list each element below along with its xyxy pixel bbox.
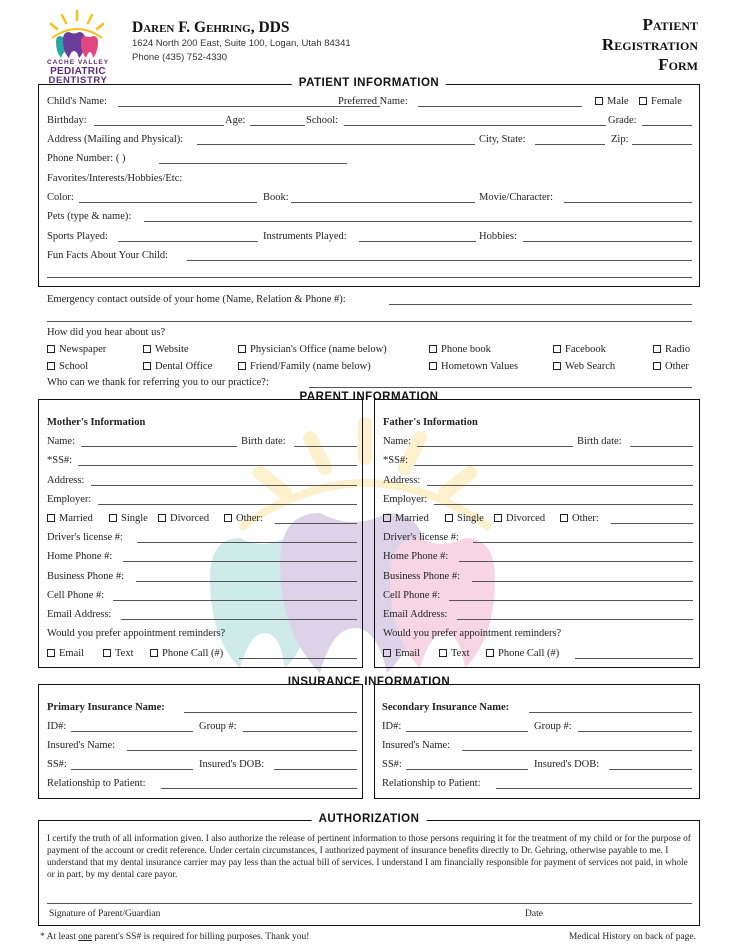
mother-employer-row xyxy=(47,493,357,507)
primary-insured-name-label: Insured's Name: xyxy=(47,740,116,751)
secondary-insurance-label: Secondary Insurance Name: xyxy=(382,702,510,713)
primary-dob-field[interactable] xyxy=(274,758,357,770)
father-business-phone-field[interactable] xyxy=(472,570,693,582)
married-label: Married xyxy=(395,513,429,524)
female-option[interactable] xyxy=(639,95,682,109)
checkbox[interactable] xyxy=(553,345,561,353)
secondary-insured-name-field[interactable] xyxy=(462,739,692,751)
secondary-id-field[interactable] xyxy=(406,720,528,732)
mother-email-option[interactable] xyxy=(47,647,84,661)
option-label: Phone book xyxy=(441,344,491,355)
phone-row xyxy=(47,152,692,166)
father-other-field[interactable] xyxy=(611,512,693,524)
movie-field[interactable] xyxy=(564,191,692,203)
city-state-field[interactable] xyxy=(535,133,605,145)
mother-home-phone-field[interactable] xyxy=(123,550,357,562)
father-home-phone-field[interactable] xyxy=(459,550,693,562)
school-label: School: xyxy=(306,115,339,126)
checkbox[interactable] xyxy=(653,362,661,370)
secondary-dob-field[interactable] xyxy=(609,758,692,770)
father-ss-row xyxy=(383,454,693,468)
female-label: Female xyxy=(651,96,682,107)
secondary-dob-label: Insured's DOB: xyxy=(534,759,600,770)
child-name-row xyxy=(47,95,692,109)
mother-name-field[interactable] xyxy=(81,435,237,447)
primary-relationship-row xyxy=(47,777,357,791)
checkbox[interactable] xyxy=(143,345,151,353)
fun-facts-row xyxy=(47,249,692,263)
call-option-label: Phone Call (#) xyxy=(162,648,224,659)
checkbox[interactable] xyxy=(47,514,55,522)
other-label: Other: xyxy=(572,513,599,524)
father-marital-row xyxy=(383,512,693,526)
checkbox[interactable] xyxy=(143,362,151,370)
logo-line-1: CACHE VALLEY xyxy=(46,59,110,66)
instruments-field[interactable] xyxy=(359,230,476,242)
sports-label: Sports Played: xyxy=(47,231,108,242)
parent-info-heading: PARENT INFORMATION xyxy=(293,391,446,403)
mother-call-field[interactable] xyxy=(239,647,357,659)
email-option-label: Email xyxy=(395,648,421,659)
fun-facts-field[interactable] xyxy=(187,249,692,261)
zip-field[interactable] xyxy=(632,133,692,145)
father-license-row xyxy=(383,531,693,545)
doctor-name: Daren F. Gehring, DDS xyxy=(132,19,290,36)
father-name-row xyxy=(383,435,693,449)
practice-address: 1624 North 200 East, Suite 100, Logan, Utah 84341 xyxy=(132,38,351,49)
emergency-row-2 xyxy=(47,310,692,324)
emergency-label: Emergency contact outside of your home (Name, Relation & Phone #): xyxy=(47,294,346,305)
primary-insured-name-row xyxy=(47,739,357,753)
mother-call-option[interactable] xyxy=(150,647,223,661)
father-single-option[interactable] xyxy=(445,512,484,526)
ss-footnote xyxy=(40,930,440,944)
zip-label: Zip: xyxy=(611,134,629,145)
primary-dob-label: Insured's DOB: xyxy=(199,759,265,770)
color-field[interactable] xyxy=(79,191,257,203)
favorites-row xyxy=(47,172,692,186)
mother-home-phone-row xyxy=(47,550,357,564)
patient-info-heading: PATIENT INFORMATION xyxy=(292,77,446,89)
color-label: Color: xyxy=(47,192,74,203)
father-info-title: Father's Information xyxy=(383,417,478,428)
father-email-option[interactable] xyxy=(383,647,420,661)
emergency-field[interactable] xyxy=(389,293,692,305)
mother-other-option[interactable] xyxy=(224,512,263,526)
single-label: Single xyxy=(121,513,148,524)
primary-insurance-label: Primary Insurance Name: xyxy=(47,702,165,713)
father-address-field[interactable] xyxy=(427,474,693,486)
text-option-label: Text xyxy=(115,648,134,659)
age-field[interactable] xyxy=(250,114,305,126)
footnote-post: parent's SS# is required for billing purposes. Thank you! xyxy=(91,932,310,942)
mother-other-field[interactable] xyxy=(275,512,357,524)
title-line-1: Patient xyxy=(642,15,698,34)
primary-group-field[interactable] xyxy=(243,720,357,732)
address-field[interactable] xyxy=(197,133,475,145)
mother-birth-date-label: Birth date: xyxy=(241,436,286,447)
mother-business-phone-field[interactable] xyxy=(136,570,357,582)
father-home-phone-label: Home Phone #: xyxy=(383,551,449,562)
secondary-relationship-row xyxy=(382,777,692,791)
mother-married-option[interactable] xyxy=(47,512,93,526)
option-newspaper[interactable] xyxy=(47,343,106,357)
referral-question-row xyxy=(47,326,692,340)
primary-relationship-label: Relationship to Patient: xyxy=(47,778,146,789)
birthday-row xyxy=(47,114,692,128)
mother-single-option[interactable] xyxy=(109,512,148,526)
primary-id-field[interactable] xyxy=(71,720,193,732)
option-radio[interactable] xyxy=(653,343,690,357)
fun-facts-label: Fun Facts About Your Child: xyxy=(47,250,169,261)
mother-text-option[interactable] xyxy=(103,647,134,661)
secondary-group-field[interactable] xyxy=(578,720,692,732)
father-email-label: Email Address: xyxy=(383,609,448,620)
email-option-label: Email xyxy=(59,648,85,659)
checkbox[interactable] xyxy=(47,362,55,370)
male-label: Male xyxy=(607,96,629,107)
mother-info-title: Mother's Information xyxy=(47,417,146,428)
secondary-insurance-field[interactable] xyxy=(529,701,692,713)
primary-ss-row xyxy=(47,758,357,772)
primary-group-label: Group #: xyxy=(199,721,237,732)
primary-title-row xyxy=(47,701,357,715)
option-label: School xyxy=(59,361,89,372)
checkbox[interactable] xyxy=(103,649,111,657)
signature-line[interactable] xyxy=(47,892,692,904)
divorced-label: Divorced xyxy=(506,513,546,524)
secondary-insured-name-row xyxy=(382,739,692,753)
referral-thank-field[interactable] xyxy=(309,376,692,388)
option-label: Physician's Office (name below) xyxy=(250,344,387,355)
preferred-name-label: Preferred Name: xyxy=(338,96,408,107)
phone-label: Phone Number: ( ) xyxy=(47,153,126,164)
text-option-label: Text xyxy=(451,648,470,659)
mother-divorced-option[interactable] xyxy=(158,512,209,526)
father-ss-label: *SS#: xyxy=(383,455,409,466)
secondary-group-label: Group #: xyxy=(534,721,572,732)
secondary-id-label: ID#: xyxy=(382,721,402,732)
age-label: Age: xyxy=(225,115,246,126)
checkbox[interactable] xyxy=(383,514,391,522)
mother-email-field[interactable] xyxy=(121,608,357,620)
hobbies-field[interactable] xyxy=(523,230,692,242)
mother-license-field[interactable] xyxy=(137,531,357,543)
color-row xyxy=(47,191,692,205)
hobbies-label: Hobbies: xyxy=(479,231,517,242)
pets-label: Pets (type & name): xyxy=(47,211,132,222)
sports-row xyxy=(47,230,692,244)
checkbox[interactable] xyxy=(109,514,117,522)
father-license-field[interactable] xyxy=(473,531,693,543)
primary-insurance-field[interactable] xyxy=(184,701,357,713)
checkbox[interactable] xyxy=(439,649,447,657)
pets-row xyxy=(47,210,692,224)
option-label: Newspaper xyxy=(59,344,107,355)
option-label: Friend/Family (name below) xyxy=(250,361,371,372)
mother-ss-field[interactable] xyxy=(78,454,357,466)
preferred-name-field[interactable] xyxy=(418,95,582,107)
mother-employer-field[interactable] xyxy=(98,493,357,505)
pets-field[interactable] xyxy=(144,210,692,222)
fun-facts-row-2 xyxy=(47,266,692,280)
mother-reminders-row xyxy=(47,627,357,641)
phone-field[interactable] xyxy=(159,152,347,164)
mother-ss-row xyxy=(47,454,357,468)
father-married-option[interactable] xyxy=(383,512,429,526)
address-label: Address (Mailing and Physical): xyxy=(47,134,184,145)
option-label: Radio xyxy=(665,344,691,355)
logo-line-2: PEDIATRIC xyxy=(50,66,106,77)
checkbox[interactable] xyxy=(560,514,568,522)
father-email-row xyxy=(383,608,693,622)
checkbox[interactable] xyxy=(429,345,437,353)
single-label: Single xyxy=(457,513,484,524)
checkbox[interactable] xyxy=(224,514,232,522)
sports-field[interactable] xyxy=(118,230,258,242)
mother-cell-phone-label: Cell Phone #: xyxy=(47,590,105,601)
mother-license-label: Driver's license #: xyxy=(47,532,123,543)
city-state-label: City, State: xyxy=(479,134,526,145)
option-school[interactable] xyxy=(47,360,88,374)
option-website[interactable] xyxy=(143,343,189,357)
book-label: Book: xyxy=(263,192,289,203)
secondary-relationship-field[interactable] xyxy=(496,777,692,789)
father-cell-phone-row xyxy=(383,589,693,603)
mother-home-phone-label: Home Phone #: xyxy=(47,551,113,562)
emergency-row xyxy=(47,293,692,307)
checkbox[interactable] xyxy=(47,649,55,657)
checkbox[interactable] xyxy=(158,514,166,522)
father-birth-date-label: Birth date: xyxy=(577,436,622,447)
father-cell-phone-field[interactable] xyxy=(449,589,693,601)
title-line-2: Registration xyxy=(601,35,698,54)
father-cell-phone-label: Cell Phone #: xyxy=(383,590,441,601)
referral-options-row-1 xyxy=(47,343,692,357)
logo-line-3: DENTISTRY xyxy=(48,75,108,86)
title-line-3: Form xyxy=(658,55,698,74)
checkbox[interactable] xyxy=(238,362,246,370)
mother-reminder-options-row xyxy=(47,647,357,661)
father-name-field[interactable] xyxy=(417,435,573,447)
option-phone-book[interactable] xyxy=(429,343,491,357)
secondary-relationship-label: Relationship to Patient: xyxy=(382,778,481,789)
father-home-phone-row xyxy=(383,550,693,564)
grade-field[interactable] xyxy=(642,114,692,126)
father-employer-row xyxy=(383,493,693,507)
mother-business-phone-row xyxy=(47,570,357,584)
mother-title-row xyxy=(47,416,357,430)
option-label: Web Search xyxy=(565,361,616,372)
checkbox[interactable] xyxy=(445,514,453,522)
school-field[interactable] xyxy=(344,114,606,126)
referral-thank-row xyxy=(47,376,692,390)
option-label: Facebook xyxy=(565,344,606,355)
mother-cell-phone-row xyxy=(47,589,357,603)
father-name-label: Name: xyxy=(383,436,411,447)
grade-label: Grade: xyxy=(608,115,637,126)
checkbox[interactable] xyxy=(429,362,437,370)
other-label: Other: xyxy=(236,513,263,524)
movie-label: Movie/Character: xyxy=(479,192,554,203)
practice-phone: Phone (435) 752-4330 xyxy=(132,52,228,63)
mother-cell-phone-field[interactable] xyxy=(113,589,357,601)
primary-ss-label: SS#: xyxy=(47,759,67,770)
logo-text xyxy=(40,58,116,85)
father-call-option[interactable] xyxy=(486,647,559,661)
male-option[interactable] xyxy=(595,95,629,109)
father-other-option[interactable] xyxy=(560,512,599,526)
secondary-ss-row xyxy=(382,758,692,772)
call-option-label: Phone Call (#) xyxy=(498,648,560,659)
father-business-phone-label: Business Phone #: xyxy=(383,571,461,582)
mother-address-row xyxy=(47,474,357,488)
mother-address-field[interactable] xyxy=(91,474,357,486)
footnote-one: one xyxy=(78,932,92,942)
father-address-label: Address: xyxy=(383,475,421,486)
option-other[interactable] xyxy=(653,360,689,374)
primary-insured-name-field[interactable] xyxy=(127,739,357,751)
mother-email-label: Email Address: xyxy=(47,609,112,620)
option-label: Dental Office xyxy=(155,361,213,372)
secondary-ss-field[interactable] xyxy=(406,758,528,770)
father-license-label: Driver's license #: xyxy=(383,532,459,543)
emergency-field-2[interactable] xyxy=(47,310,692,322)
signature-label: Signature of Parent/Guardian xyxy=(49,909,161,919)
medical-history-note: Medical History on back of page. xyxy=(568,932,696,942)
checkbox[interactable] xyxy=(150,649,158,657)
father-employer-label: Employer: xyxy=(383,494,428,505)
father-address-row xyxy=(383,474,693,488)
checkbox[interactable] xyxy=(383,649,391,657)
checkbox[interactable] xyxy=(238,345,246,353)
book-field[interactable] xyxy=(291,191,475,203)
father-reminders-row xyxy=(383,627,693,641)
mother-email-row xyxy=(47,608,357,622)
footnote-pre: * At least xyxy=(40,932,79,942)
option-dental-office[interactable] xyxy=(143,360,212,374)
secondary-ss-label: SS#: xyxy=(382,759,402,770)
father-divorced-option[interactable] xyxy=(494,512,545,526)
secondary-id-row xyxy=(382,720,692,734)
father-ss-field[interactable] xyxy=(414,454,693,466)
option-physicians-office[interactable] xyxy=(238,343,387,357)
referral-thank-label: Who can we thank for referring you to our practice?: xyxy=(47,377,269,388)
birthday-field[interactable] xyxy=(94,114,224,126)
option-label: Website xyxy=(155,344,189,355)
primary-relationship-field[interactable] xyxy=(161,777,357,789)
mother-birth-date-field[interactable] xyxy=(294,435,357,447)
mother-employer-label: Employer: xyxy=(47,494,92,505)
checkbox[interactable] xyxy=(639,97,647,105)
checkbox[interactable] xyxy=(653,345,661,353)
father-title-row xyxy=(383,416,693,430)
date-label: Date xyxy=(525,909,543,919)
father-birth-date-field[interactable] xyxy=(630,435,693,447)
mother-name-row xyxy=(47,435,357,449)
mother-license-row xyxy=(47,531,357,545)
instruments-label: Instruments Played: xyxy=(263,231,347,242)
married-label: Married xyxy=(59,513,93,524)
insurance-info-heading: INSURANCE INFORMATION xyxy=(281,676,457,688)
father-business-phone-row xyxy=(383,570,693,584)
checkbox[interactable] xyxy=(486,649,494,657)
primary-id-row xyxy=(47,720,357,734)
checkbox[interactable] xyxy=(553,362,561,370)
checkbox[interactable] xyxy=(47,345,55,353)
referral-options-row-2 xyxy=(47,360,692,374)
referral-question: How did you hear about us? xyxy=(47,327,166,338)
father-reminder-options-row xyxy=(383,647,693,661)
favorites-label: Favorites/Interests/Hobbies/Etc: xyxy=(47,173,183,184)
address-row xyxy=(47,133,692,147)
birthday-label: Birthday: xyxy=(47,115,87,126)
father-employer-field[interactable] xyxy=(434,493,693,505)
primary-ss-field[interactable] xyxy=(71,758,193,770)
authorization-heading: AUTHORIZATION xyxy=(312,813,427,825)
father-reminders-label: Would you prefer appointment reminders? xyxy=(383,628,562,639)
father-text-option[interactable] xyxy=(439,647,470,661)
divorced-label: Divorced xyxy=(170,513,210,524)
mother-ss-label: *SS#: xyxy=(47,455,73,466)
mother-business-phone-label: Business Phone #: xyxy=(47,571,125,582)
authorization-text: I certify the truth of all information given. I also authorize the release of pertinent information to those persons requiring it for the treatment of my child or for the purpose of payment of the account or credit reference. Under certain circumstances, I authorized payment of insurance benefits directly to Dr. Gehring, otherwise payable to me. I understand that my dental insurance carrier may pay less than the actual bill of services. I understand I am financially responsible for payment of services not paid, in whole or in part, by my dental care payor. xyxy=(47,834,691,880)
option-hometown-values[interactable] xyxy=(429,360,518,374)
option-facebook[interactable] xyxy=(553,343,606,357)
checkbox[interactable] xyxy=(595,97,603,105)
option-label: Hometown Values xyxy=(441,361,519,372)
secondary-title-row xyxy=(382,701,692,715)
option-label: Other xyxy=(665,361,689,372)
father-email-field[interactable] xyxy=(457,608,693,620)
option-friend-family[interactable] xyxy=(238,360,371,374)
option-web-search[interactable] xyxy=(553,360,615,374)
checkbox[interactable] xyxy=(494,514,502,522)
mother-reminders-label: Would you prefer appointment reminders? xyxy=(47,628,226,639)
mother-marital-row xyxy=(47,512,357,526)
fun-facts-field-2[interactable] xyxy=(47,266,692,278)
primary-id-label: ID#: xyxy=(47,721,67,732)
father-call-field[interactable] xyxy=(575,647,693,659)
mother-name-label: Name: xyxy=(47,436,75,447)
form-title xyxy=(602,15,698,75)
secondary-insured-name-label: Insured's Name: xyxy=(382,740,451,751)
signature-row xyxy=(47,907,692,921)
child-name-label: Child's Name: xyxy=(47,96,107,107)
mother-address-label: Address: xyxy=(47,475,85,486)
